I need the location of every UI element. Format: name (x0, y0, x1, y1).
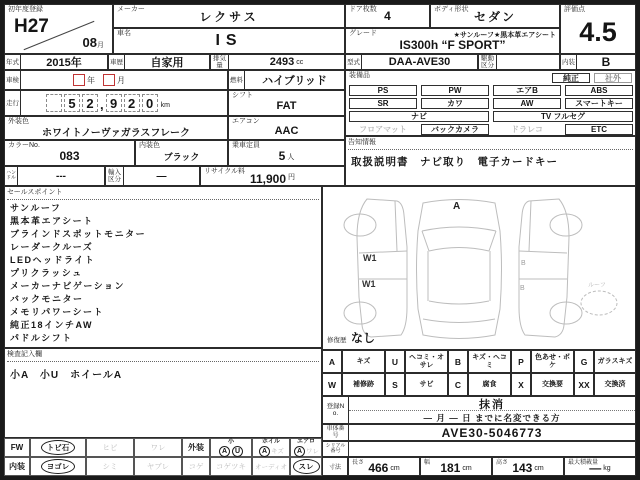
mark-left-front-W1: W1 (363, 253, 377, 263)
shift-label: シフト (232, 92, 253, 99)
color-no-value: 083 (59, 149, 80, 163)
legend-code: C (448, 373, 468, 396)
legend-code: G (574, 350, 594, 373)
doors-cell (345, 4, 430, 28)
sales-point: レーダークルーズ (10, 242, 94, 252)
import-value: — (156, 170, 167, 182)
equip-abs: ABS (565, 85, 633, 96)
equip-leather: カワ (421, 98, 489, 109)
fuel-cell (228, 70, 345, 90)
body-shape-label: ボディ形状 (434, 6, 469, 13)
registration-note: ― 月 ― 日 までに名変できる方 (423, 412, 561, 423)
car-name-cell (113, 28, 345, 54)
first-registration-cell (4, 4, 113, 54)
drive-type-cell (478, 54, 560, 70)
exterior-col-wheel: ホイル A キズ (252, 438, 290, 457)
aftermarket-badge: 社外 (594, 73, 632, 83)
interior-item-shimi: シミ (86, 457, 134, 476)
length-cell (348, 457, 420, 476)
interior-item-yabure: ヤブレ (134, 457, 182, 476)
dimensions-label: 寸法 (328, 465, 341, 471)
equipment-box (345, 70, 636, 136)
car-diagram-box (322, 186, 636, 350)
body-shape-value: セダン (473, 9, 517, 24)
fw-item-ware: ワレ (134, 438, 182, 457)
score-value: 4.5 (579, 16, 617, 47)
length-label: 長さ (352, 460, 365, 466)
interior-item-audio: オーディオ (252, 457, 290, 476)
interior-color-label: 内装色 (139, 142, 160, 149)
sales-points-box (4, 186, 322, 348)
score-label: 評価点 (564, 6, 585, 13)
interior-grade-value: B (601, 55, 611, 69)
interior-row-label: 内装 (4, 457, 30, 476)
history-label: 車歴 (109, 55, 125, 69)
maker-value: レクサス (199, 9, 259, 24)
mileage-label: 走行 (5, 91, 21, 115)
import-label: 輸入区分 (106, 167, 124, 185)
sales-point: メモリパワーシート (10, 307, 105, 317)
capacity-value: 5 人 (278, 149, 295, 163)
year-value: 2015年 (46, 57, 82, 69)
legend-code: B (448, 350, 468, 373)
payload-label: 最大積載量 (568, 460, 599, 466)
legend-code: P (511, 350, 531, 373)
registration-label: 登録No. (323, 397, 349, 423)
legend-desc: ガラスキズ (594, 350, 636, 373)
capacity-cell (228, 140, 345, 166)
recycle-fee-label: リサイクル料 (204, 168, 246, 175)
model-code-cell (345, 54, 478, 70)
capacity-label: 乗車定員 (232, 142, 260, 149)
legend-code: U (385, 350, 405, 373)
notice-text: 取扱説明書 ナビ取り 電子カードキー (351, 156, 558, 168)
mileage-cell (4, 90, 228, 116)
equip-pw: PW (421, 85, 489, 96)
repair-history-value: なし (350, 331, 375, 345)
legend-desc: 腐食 (468, 373, 511, 396)
shaken-month-box (103, 74, 115, 86)
car-name-label: 車名 (117, 30, 131, 37)
grade-value: IS300h “F SPORT” (399, 38, 506, 52)
maker-cell (113, 4, 345, 28)
recycle-fee-value: 11,900 円 (249, 171, 296, 186)
shaken-label: 車検 (5, 71, 21, 89)
equip-navi: ナビ (349, 111, 489, 122)
serial-label: シリアル番号 (323, 442, 349, 456)
drive-type-value (497, 55, 559, 69)
exterior-col-aero: エアロ A ワレ (290, 438, 322, 457)
width-value: 181 cm (440, 461, 472, 475)
notice-title: 告知情報 (348, 138, 633, 150)
fw-label: FW (4, 438, 30, 457)
inspection-title: 検査記入欄 (7, 350, 319, 362)
mark-right-rear-B: B (520, 285, 525, 292)
sales-point: ブラインドスポットモニター (10, 229, 147, 239)
repair-history-label: 修復歴 (327, 337, 347, 344)
registration-status: 抹消 (349, 397, 635, 411)
exterior-color-cell (4, 116, 228, 140)
model-code-label: 型式 (346, 55, 362, 69)
notice-box (345, 136, 636, 186)
score-cell (560, 4, 636, 54)
width-label: 幅 (424, 460, 431, 466)
mark-left-rear-W1: W1 (362, 279, 376, 289)
legend-desc: キズ (342, 350, 385, 373)
genuine-badge: 純正 (552, 73, 590, 83)
shift-value: FAT (276, 100, 297, 112)
roof-label: ルーフ (588, 283, 606, 289)
legend-code: XX (574, 373, 594, 396)
interior-item-sure: スレ (290, 457, 322, 476)
legend-code: X (511, 373, 531, 396)
length-value: 466 cm (368, 461, 400, 475)
legend-code: S (385, 373, 405, 396)
equip-backcamera: バックカメラ (421, 124, 489, 135)
aircon-cell (228, 116, 345, 140)
sales-point: パドルシフト (10, 333, 73, 343)
interior-item-kogetsuki: コゲツキ (210, 457, 252, 476)
height-label: 高さ (496, 460, 509, 466)
displacement-cell (210, 54, 345, 70)
sales-points-title: セールスポイント (7, 188, 319, 200)
doors-label: ドア枚数 (349, 6, 377, 13)
shaken-year-box (73, 74, 85, 86)
equip-drive-recorder: ドラレコ (511, 125, 543, 134)
grade-note: ★サンルーフ★黒本革エアシート (453, 32, 556, 39)
model-code-value: DAA-AVE30 (388, 56, 451, 68)
height-value: 143 cm (512, 461, 544, 475)
legend-desc: ヘコミ・オサレ (405, 350, 448, 373)
year-label: 年式 (5, 55, 21, 69)
equip-etc: ETC (565, 124, 633, 135)
year-cell (4, 54, 108, 70)
drive-type-label: 駆動区分 (479, 55, 497, 69)
sales-point: LEDヘッドライト (10, 255, 96, 265)
equipment-title: 装備品 (349, 72, 370, 79)
sales-point: 黒本革エアシート (10, 216, 94, 226)
mileage-digits: 5 2 , 9 2 0 km (45, 94, 170, 112)
interior-grade-label: 内装 (561, 55, 577, 69)
sales-point: バックモニター (10, 294, 84, 304)
grade-cell (345, 28, 560, 54)
car-diagram (323, 187, 635, 349)
exterior-color-label: 外装色 (8, 118, 29, 125)
equip-aw: AW (493, 98, 561, 109)
legend-desc: 交換要 (531, 373, 574, 396)
legend-code: A (322, 350, 342, 373)
body-shape-cell (430, 4, 560, 28)
legend-desc: キズ・ヘコミ (468, 350, 511, 373)
aircon-value: AAC (274, 125, 299, 137)
legend-desc: サビ (405, 373, 448, 396)
interior-color-cell (135, 140, 228, 166)
maker-label: メーカー (117, 6, 145, 13)
exterior-col-small: 小 A U (210, 438, 252, 457)
handle-cell (4, 166, 105, 186)
sales-point: 純正18インチAW (10, 320, 94, 330)
fw-item-tobiishi: トビ石 (30, 438, 86, 457)
equip-sr: SR (349, 98, 417, 109)
sales-points-list (10, 202, 146, 345)
width-cell (420, 457, 492, 476)
equip-floormat: フロアマット (359, 125, 407, 134)
fuel-value: ハイブリッド (262, 75, 327, 87)
payload-cell (564, 457, 636, 476)
displacement-value: 2493 cc (269, 56, 304, 68)
exterior-label: 外装 (182, 438, 210, 457)
mark-roof-A: A (453, 201, 461, 212)
repair-history (327, 329, 375, 347)
interior-color-value: ブラック (163, 151, 200, 162)
first-registration-month: 08月 (82, 35, 104, 50)
sales-point: サンルーフ (10, 203, 62, 213)
grade-label: グレード (349, 30, 377, 37)
first-registration-era: H27 (14, 16, 49, 37)
chassis-value: AVE30-5046773 (441, 425, 543, 440)
aircon-label: エアコン (232, 118, 260, 125)
car-name-value: IS (215, 32, 243, 49)
displacement-label: 排気量 (211, 55, 229, 69)
inspection-box (4, 348, 322, 438)
shaken-cell (4, 70, 228, 90)
import-cell (105, 166, 200, 186)
handle-value: --- (56, 170, 66, 182)
chassis-cell (322, 424, 636, 441)
dimensions-label-cell (322, 457, 348, 476)
equip-tv: TV フルセグ (493, 111, 633, 122)
interior-grade-cell (560, 54, 636, 70)
handle-label: ハンドル (5, 167, 18, 185)
equip-smartkey: スマートキー (565, 98, 633, 109)
first-registration-label: 初年度登録 (8, 6, 43, 13)
exterior-color-value: ホワイトノーヴァガラスフレーク (42, 127, 190, 139)
fuel-label: 燃料 (229, 71, 245, 89)
color-no-cell (4, 140, 135, 166)
legend-desc: 交換済 (594, 373, 636, 396)
equip-ps: PS (349, 85, 417, 96)
interior-item-koge: コゲ (182, 457, 210, 476)
sales-point: メーカーナビゲーション (10, 281, 125, 291)
legend-code: W (322, 373, 342, 396)
serial-cell (322, 441, 636, 457)
fw-item-hibi: ヒビ (86, 438, 134, 457)
interior-item-yogore: ヨゴレ (30, 457, 86, 476)
height-cell (492, 457, 564, 476)
sales-point: プリクラッシュ (10, 268, 83, 278)
history-cell (108, 54, 210, 70)
doors-value: 4 (384, 9, 391, 23)
payload-value: — kg (589, 461, 611, 475)
recycle-fee-cell (200, 166, 345, 186)
registration-cell (322, 396, 636, 424)
inspection-text: 小A 小U ホイールA (10, 370, 123, 381)
equip-airbag: エアB (493, 85, 561, 96)
serial-value (349, 442, 635, 456)
chassis-label: 車体番号 (323, 425, 349, 440)
mark-right-front-B: B (521, 260, 526, 267)
shift-cell (228, 90, 345, 116)
history-value: 自家用 (150, 57, 184, 69)
shaken-date: 年 月 (65, 71, 125, 89)
color-no-label: カラーNo. (8, 142, 40, 149)
legend-desc: 色あせ・ボケ (531, 350, 574, 373)
legend-desc: 補修跡 (342, 373, 385, 396)
